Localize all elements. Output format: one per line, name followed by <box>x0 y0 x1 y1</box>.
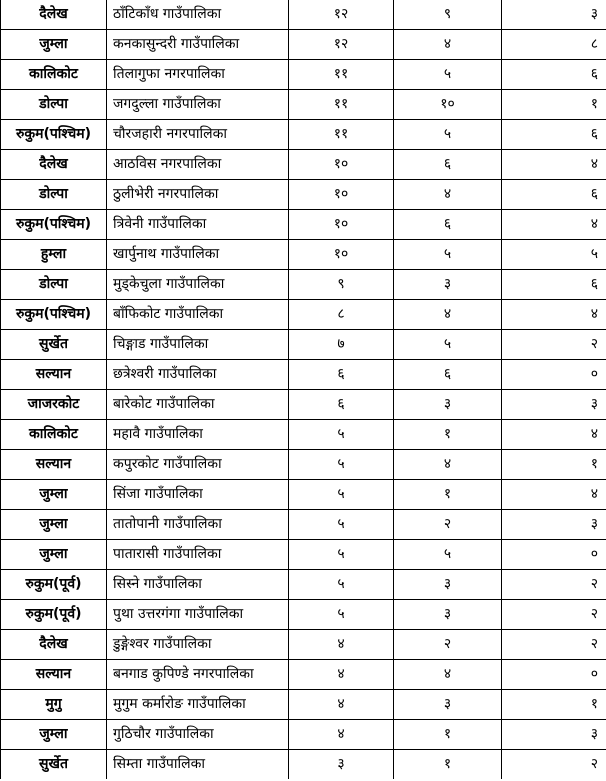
table-row <box>1 60 606 90</box>
table-row <box>1 540 606 570</box>
count-cell-1: ६ <box>289 390 394 420</box>
count-cell-1: ४ <box>289 660 394 690</box>
district-cell: रुकुम(पश्चिम) <box>1 120 107 150</box>
count-cell-2: ५ <box>394 120 502 150</box>
count-cell-3: ६ <box>502 270 606 300</box>
local-body-cell: छत्रेश्वरी गाउँपालिका <box>107 360 289 390</box>
table-row <box>1 420 606 450</box>
count-cell-2: ९ <box>394 0 502 30</box>
count-cell-2: ५ <box>394 540 502 570</box>
count-cell-2: ६ <box>394 150 502 180</box>
count-cell-3: ० <box>502 360 606 390</box>
district-cell: सुर्खेत <box>1 750 107 780</box>
count-cell-2: १ <box>394 750 502 780</box>
table-row <box>1 150 606 180</box>
count-cell-1: ४ <box>289 720 394 750</box>
count-cell-3: २ <box>502 750 606 780</box>
count-cell-2: ३ <box>394 390 502 420</box>
count-cell-1: ५ <box>289 480 394 510</box>
district-cell: सल्यान <box>1 450 107 480</box>
count-cell-2: १ <box>394 720 502 750</box>
count-cell-3: १ <box>502 690 606 720</box>
local-body-cell: जगदुल्ला गाउँपालिका <box>107 90 289 120</box>
district-cell: जुम्ला <box>1 30 107 60</box>
table-row <box>1 480 606 510</box>
district-cell: डोल्पा <box>1 270 107 300</box>
table-row <box>1 570 606 600</box>
count-cell-2: ६ <box>394 210 502 240</box>
local-body-cell: चौरजहारी नगरपालिका <box>107 120 289 150</box>
table-row <box>1 600 606 630</box>
count-cell-2: ४ <box>394 660 502 690</box>
local-body-cell: मुड्केचुला गाउँपालिका <box>107 270 289 300</box>
district-cell: जुम्ला <box>1 510 107 540</box>
local-body-cell: खार्पुनाथ गाउँपालिका <box>107 240 289 270</box>
count-cell-1: ११ <box>289 60 394 90</box>
count-cell-2: ५ <box>394 330 502 360</box>
count-cell-2: ३ <box>394 570 502 600</box>
local-body-cell: सिम्ता गाउँपालिका <box>107 750 289 780</box>
count-cell-3: १ <box>502 90 606 120</box>
count-cell-2: ३ <box>394 600 502 630</box>
table-row <box>1 240 606 270</box>
table-row <box>1 720 606 750</box>
local-body-cell: गुठिचौर गाउँपालिका <box>107 720 289 750</box>
district-cell: दैलेख <box>1 630 107 660</box>
count-cell-3: २ <box>502 600 606 630</box>
count-cell-3: १ <box>502 450 606 480</box>
count-cell-2: १० <box>394 90 502 120</box>
table-row <box>1 510 606 540</box>
count-cell-2: ४ <box>394 180 502 210</box>
table-row <box>1 360 606 390</box>
table-row <box>1 390 606 420</box>
table-row <box>1 270 606 300</box>
district-cell: रुकुम(पूर्व) <box>1 600 107 630</box>
count-cell-3: ५ <box>502 240 606 270</box>
count-cell-3: ४ <box>502 300 606 330</box>
count-cell-2: ४ <box>394 300 502 330</box>
table-row <box>1 180 606 210</box>
count-cell-2: ३ <box>394 270 502 300</box>
count-cell-2: ६ <box>394 360 502 390</box>
count-cell-3: ४ <box>502 480 606 510</box>
table-row <box>1 0 606 30</box>
district-cell: कालिकोट <box>1 60 107 90</box>
district-cell: डोल्पा <box>1 90 107 120</box>
table-row <box>1 690 606 720</box>
local-body-cell: डुङ्गेश्वर गाउँपालिका <box>107 630 289 660</box>
count-cell-3: ६ <box>502 180 606 210</box>
table-row <box>1 660 606 690</box>
count-cell-3: ३ <box>502 720 606 750</box>
local-body-cell: सिंजा गाउँपालिका <box>107 480 289 510</box>
count-cell-3: ० <box>502 540 606 570</box>
table-row <box>1 300 606 330</box>
count-cell-1: ९ <box>289 270 394 300</box>
count-cell-1: ५ <box>289 570 394 600</box>
table-row <box>1 210 606 240</box>
count-cell-3: २ <box>502 330 606 360</box>
count-cell-2: २ <box>394 510 502 540</box>
count-cell-3: २ <box>502 570 606 600</box>
count-cell-1: ५ <box>289 420 394 450</box>
count-cell-3: ३ <box>502 390 606 420</box>
count-cell-1: ११ <box>289 90 394 120</box>
count-cell-1: ११ <box>289 120 394 150</box>
table-row <box>1 630 606 660</box>
count-cell-3: ३ <box>502 510 606 540</box>
local-body-cell: कनकासुन्दरी गाउँपालिका <box>107 30 289 60</box>
local-body-cell: पातारासी गाउँपालिका <box>107 540 289 570</box>
count-cell-1: ५ <box>289 510 394 540</box>
count-cell-3: ४ <box>502 210 606 240</box>
local-body-cell: महावै गाउँपालिका <box>107 420 289 450</box>
local-body-cell: त्रिवेनी गाउँपालिका <box>107 210 289 240</box>
district-cell: सल्यान <box>1 360 107 390</box>
district-cell: मुगु <box>1 690 107 720</box>
count-cell-1: ३ <box>289 750 394 780</box>
local-body-cell: सिस्ने गाउँपालिका <box>107 570 289 600</box>
district-cell: रुकुम(पश्चिम) <box>1 300 107 330</box>
count-cell-1: ६ <box>289 360 394 390</box>
count-cell-2: ४ <box>394 30 502 60</box>
table-row <box>1 330 606 360</box>
count-cell-3: ६ <box>502 120 606 150</box>
count-cell-1: ७ <box>289 330 394 360</box>
district-cell: जुम्ला <box>1 720 107 750</box>
table-row <box>1 450 606 480</box>
count-cell-1: १० <box>289 240 394 270</box>
count-cell-3: ४ <box>502 150 606 180</box>
district-cell: रुकुम(पश्चिम) <box>1 210 107 240</box>
count-cell-3: ४ <box>502 420 606 450</box>
count-cell-1: १० <box>289 180 394 210</box>
district-cell: सल्यान <box>1 660 107 690</box>
count-cell-2: १ <box>394 480 502 510</box>
table-row <box>1 120 606 150</box>
count-cell-1: ८ <box>289 300 394 330</box>
count-cell-1: ४ <box>289 690 394 720</box>
count-cell-1: १० <box>289 150 394 180</box>
count-cell-2: ४ <box>394 450 502 480</box>
count-cell-3: ६ <box>502 60 606 90</box>
count-cell-1: ५ <box>289 600 394 630</box>
count-cell-1: १२ <box>289 0 394 30</box>
district-cell: दैलेख <box>1 0 107 30</box>
count-cell-3: २ <box>502 630 606 660</box>
local-body-cell: तातोपानी गाउँपालिका <box>107 510 289 540</box>
count-cell-3: ० <box>502 660 606 690</box>
local-body-cell: ठाँटिकाँध गाउँपालिका <box>107 0 289 30</box>
local-body-cell: आठविस नगरपालिका <box>107 150 289 180</box>
district-cell: हुम्ला <box>1 240 107 270</box>
table-row <box>1 30 606 60</box>
count-cell-2: २ <box>394 630 502 660</box>
local-body-cell: बाँफिकोट गाउँपालिका <box>107 300 289 330</box>
district-cell: जाजरकोट <box>1 390 107 420</box>
count-cell-1: १२ <box>289 30 394 60</box>
district-cell: जुम्ला <box>1 540 107 570</box>
count-cell-3: ८ <box>502 30 606 60</box>
local-body-cell: ठुलीभेरी नगरपालिका <box>107 180 289 210</box>
count-cell-1: ५ <box>289 540 394 570</box>
district-cell: जुम्ला <box>1 480 107 510</box>
count-cell-2: ५ <box>394 60 502 90</box>
local-body-cell: कपुरकोट गाउँपालिका <box>107 450 289 480</box>
table-row <box>1 90 606 120</box>
district-cell: दैलेख <box>1 150 107 180</box>
district-cell: सुर्खेत <box>1 330 107 360</box>
local-body-cell: तिलागुफा नगरपालिका <box>107 60 289 90</box>
local-body-cell: बनगाड कुपिण्डे नगरपालिका <box>107 660 289 690</box>
local-body-cell: मुगुम कर्मारोङ गाउँपालिका <box>107 690 289 720</box>
district-cell: डोल्पा <box>1 180 107 210</box>
count-cell-1: १० <box>289 210 394 240</box>
count-cell-2: ५ <box>394 240 502 270</box>
count-cell-2: ३ <box>394 690 502 720</box>
district-cell: कालिकोट <box>1 420 107 450</box>
count-cell-3: ३ <box>502 0 606 30</box>
table-row <box>1 750 606 780</box>
district-cell: रुकुम(पूर्व) <box>1 570 107 600</box>
count-cell-2: १ <box>394 420 502 450</box>
local-body-cell: चिङ्गाड गाउँपालिका <box>107 330 289 360</box>
local-body-cell: पुथा उत्तरगंगा गाउँपालिका <box>107 600 289 630</box>
count-cell-1: ५ <box>289 450 394 480</box>
local-body-cell: बारेकोट गाउँपालिका <box>107 390 289 420</box>
table-body <box>1 0 606 779</box>
count-cell-1: ४ <box>289 630 394 660</box>
